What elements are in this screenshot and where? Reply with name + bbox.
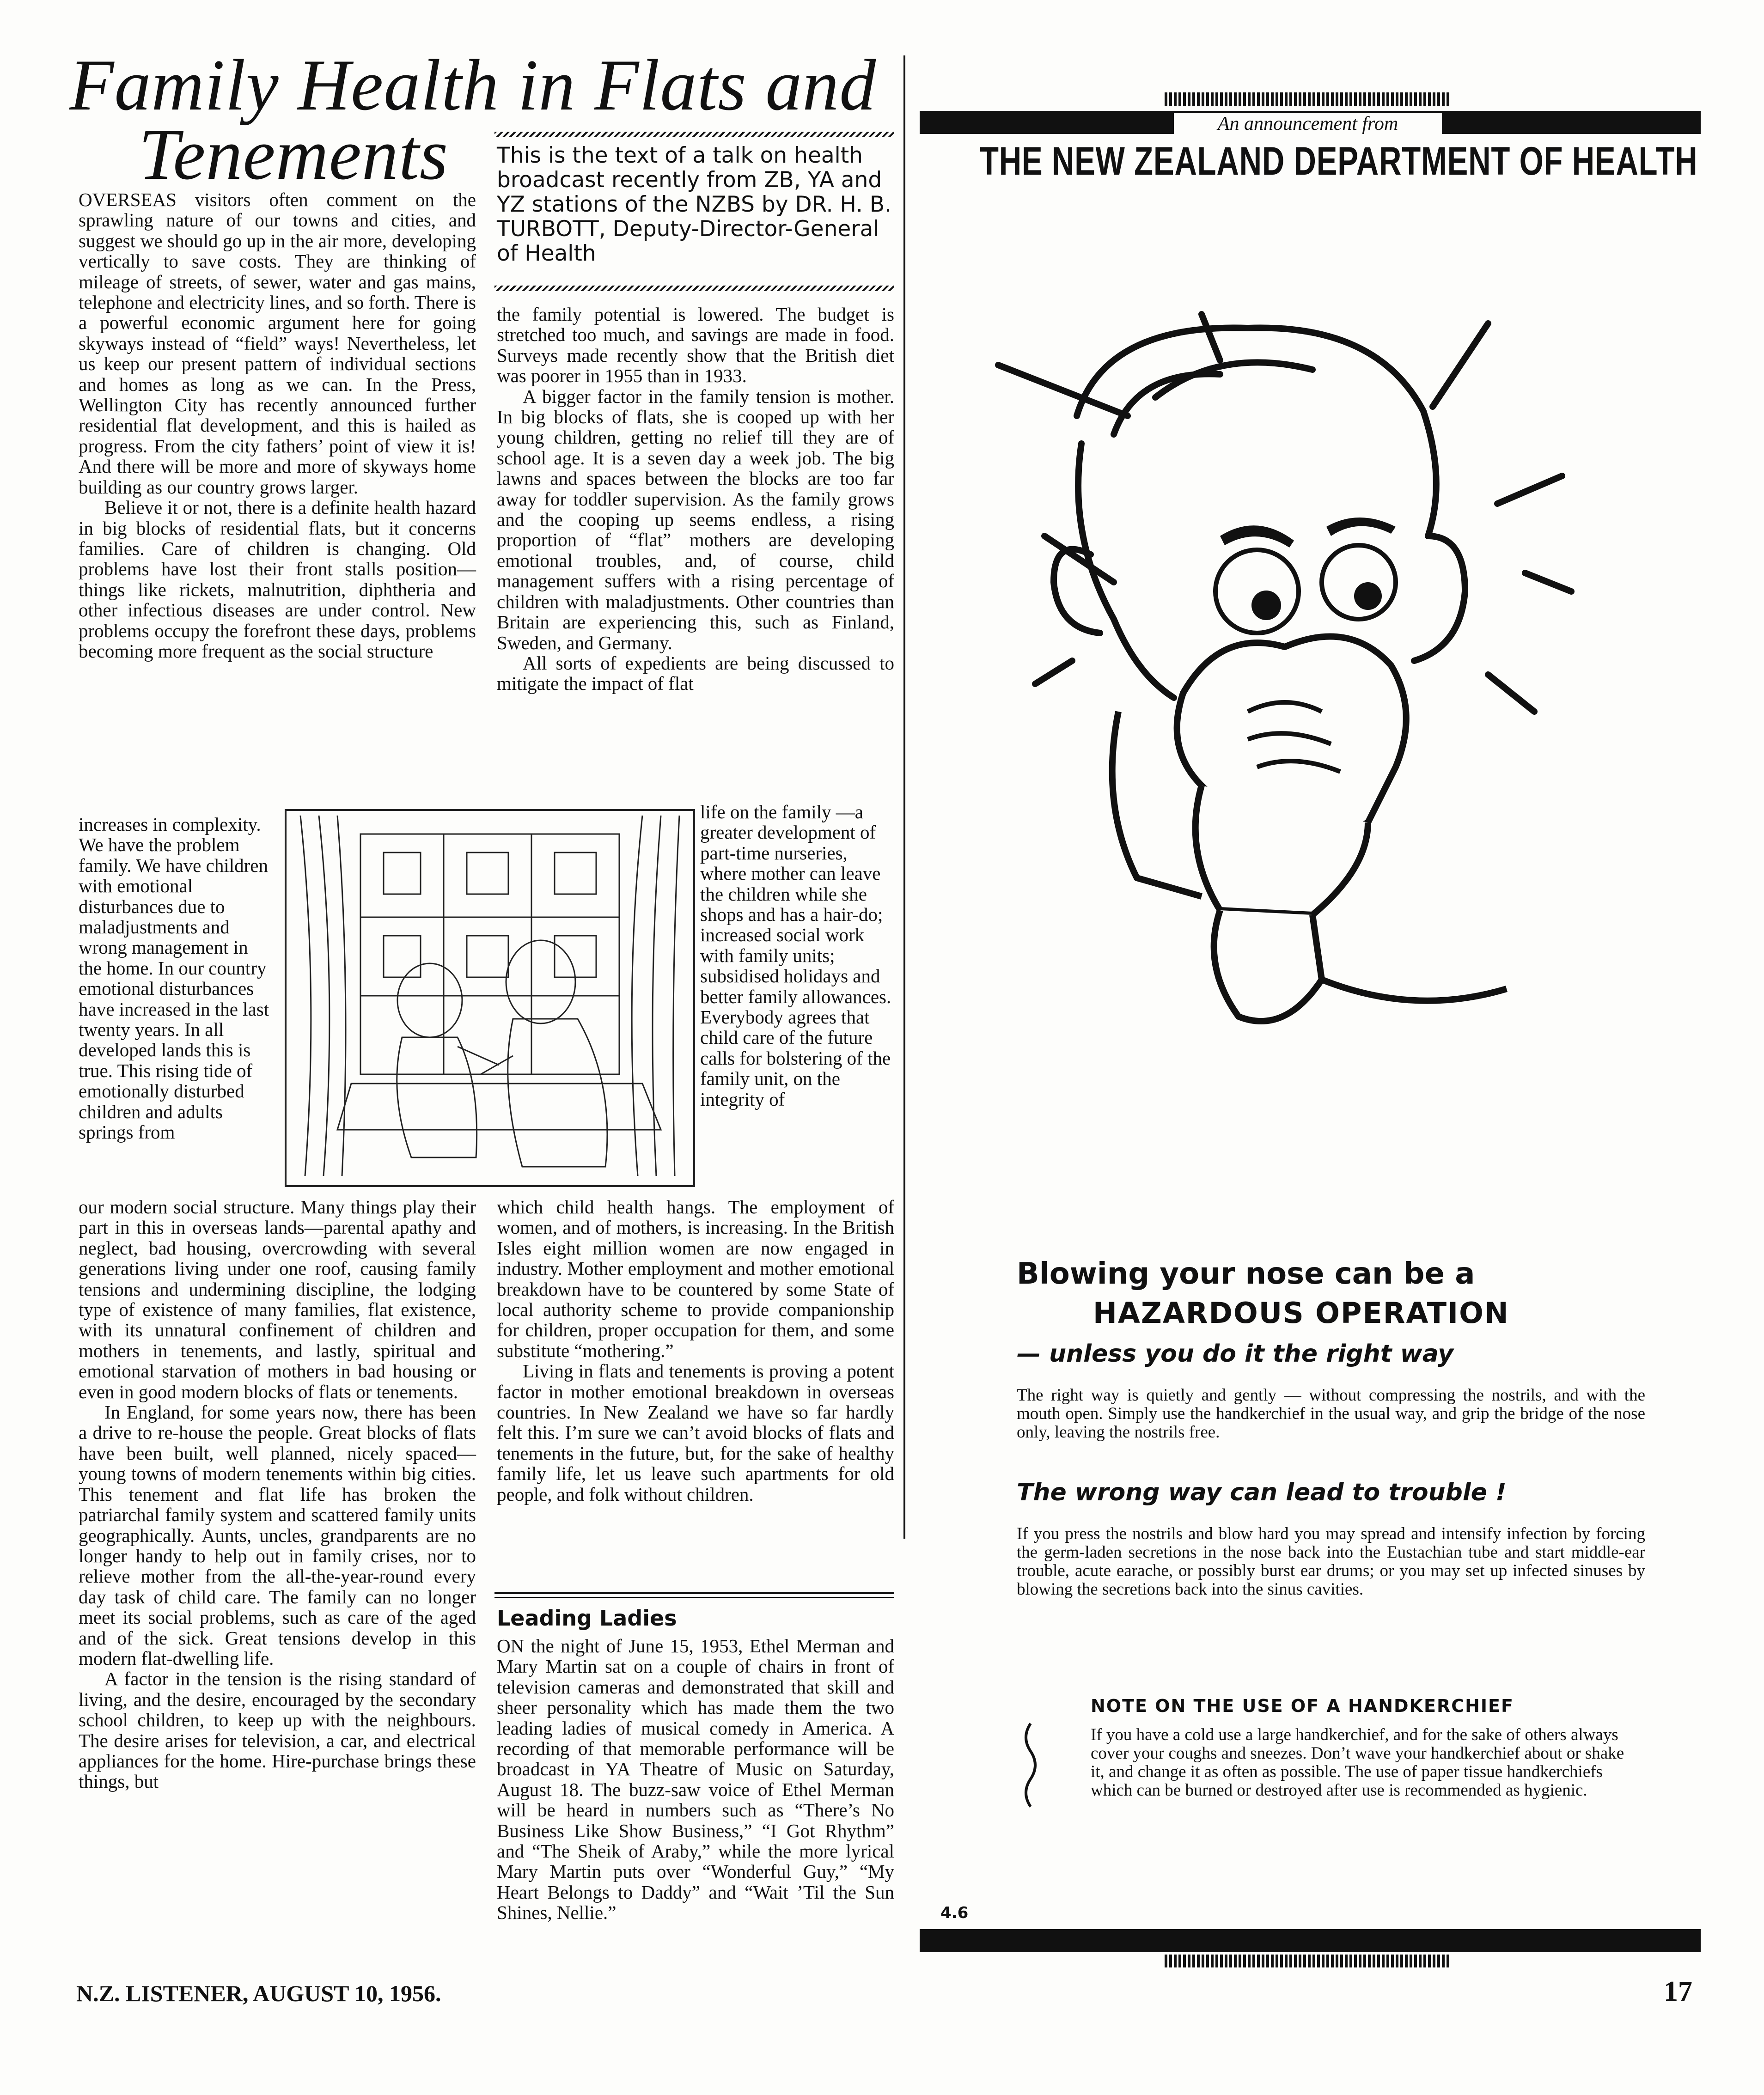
column-2-top — [497, 304, 894, 694]
ad-note-text: If you have a cold use a large handkerchief, and for the sake of others always cover your coughs and sneezes. Don’t wave your handkerchief about or shake it, and change it as often as possible. The use of paper tissue handkerchiefs which can be burned or destroyed after use is recommended as hygienic. — [1091, 1725, 1624, 1800]
leading-ladies-rule — [494, 1592, 894, 1594]
intro-rule-bottom — [494, 286, 894, 291]
headline-line-2: Tenements — [139, 114, 449, 195]
page-number: 17 — [1664, 1976, 1692, 2007]
ad-right-way-text: The right way is quietly and gently — without compressing the nostrils, and with the mouth open. Simply use the handkerchief in the usual way, and grip the bridge of the nose only, leaving the nostrils free. — [1017, 1386, 1645, 1442]
ad-wrong-way-title: The wrong way can lead to trouble ! — [1017, 1479, 1507, 1506]
column-1-bottom — [79, 1197, 476, 1792]
paragraph: All sorts of expedients are being discussed to mitigate the impact of flat — [497, 652, 894, 694]
ad-department-title: THE NEW ZEALAND DEPARTMENT OF HEALTH — [980, 139, 1698, 183]
paragraph: increases in complexity. We have the problem family. We have children with emotional disturbances due to maladjustments and wrong management in the home. In our country emotional disturbances have increased in the last twenty years. In all developed lands this is true. This rising tide of emotionally disturbed children and adults springs from — [79, 814, 269, 1143]
leading-ladies-body — [497, 1636, 894, 1923]
paragraph: life on the family —a greater development of part-time nurseries, where mother can leave the children while she shops and has a hair-do; increased social work with family units; subsidised holidays and better family allowances. Everybody agrees that child care of the future calls for bolstering of the family unit, on the integrity of — [700, 801, 891, 1110]
headline-line-1: Family Health in Flats and — [69, 45, 877, 126]
ad-banner-stripes — [1165, 92, 1451, 106]
leading-ladies-title: Leading Ladies — [497, 1606, 677, 1631]
ad-headline-2: HAZARDOUS OPERATION — [1093, 1296, 1509, 1330]
ad-code: 4.6 — [940, 1904, 969, 1922]
column-divider — [903, 55, 905, 1539]
intro-text: This is the text of a talk on health broadcast recently from ZB, YA and YZ stations of the NZBS by DR. H. B. TURBOTT, Deputy-Director-General of Health — [497, 143, 892, 266]
paragraph: Believe it or not, there is a definite health hazard in big blocks of residential flats, but it concerns families. Care of children is changing. Old problems have lost their front stalls position—things like rickets, malnutrition, diphtheria and other infectious diseases are under control. New problems occupy the forefront these days, problems becoming more frequent as the social structure — [79, 497, 476, 662]
paragraph: Living in flats and tenements is proving a potent factor in mother emotional breakdown in overseas countries. In New Zealand we have so far hardly felt this. I’m sure we can’t avoid blocks of flats and tenements in the future, but, for the sake of healthy family life, let us leave such apartments for old people, and folk without children. — [497, 1360, 894, 1505]
ad-headline-1: Blowing your nose can be a — [1017, 1257, 1475, 1291]
ad-bottom-bar — [920, 1929, 1701, 1952]
intro-rule-top — [494, 132, 894, 137]
paragraph: our modern social structure. Many things play their part in this in overseas lands—parental apathy and neglect, bad housing, overcrowding with several generations living under one roof, causing family tensions and undermining discipline, the lodging type of existence of many families, flat existence, with its unnatural confinement of children and mothers in tenements, and lastly, spiritual and emotional starvation of mothers in bad housing or even in good modern blocks of flats or tenements. — [79, 1196, 476, 1402]
paragraph: ON the night of June 15, 1953, Ethel Merman and Mary Martin sat on a couple of chairs in front of television cameras and demonstrated that skill and sheer personality which has made them the two leading ladies of musical comedy in America. A recording of that memorable performance will be broadcast in YA Theatre of Music on Saturday, August 18. The buzz-saw voice of Ethel Merman will be heard in numbers such as “There’s No Business Like Show Business,” “I Got Rhythm” and “The Sheik of Araby,” while the more lyrical Mary Martin puts over “Wonderful Guy,” “My Heart Belongs to Daddy” and “Wait ’Til the Sun Shines, Nellie.” — [497, 1635, 894, 1924]
squiggle-ornament-icon — [1019, 1719, 1042, 1811]
masthead-date: N.Z. LISTENER, AUGUST 10, 1956. — [76, 1980, 441, 2006]
ad-note-title: NOTE ON THE USE OF A HANDKERCHIEF — [1091, 1696, 1514, 1716]
ad-bottom-stripes — [1165, 1955, 1451, 1967]
column-1-top — [79, 189, 476, 661]
paragraph: In England, for some years now, there has been a drive to re-house the people. Great blocks of flats have been built, well planned, nicely spaced—young towns of modern tenements within big cities. This tenement and flat life has broken the patriarchal family system and scattered family units geographically. Aunts, uncles, grandparents are no longer handy to help out in family crises, nor to relieve mother from the all-the-year-round every day task of child care. The family can no longer meet its social problems, such as care of the aged and of the sick. Great tensions develop in this modern flat-dwelling life. — [79, 1401, 476, 1669]
ad-headline-3: — unless you do it the right way — [1017, 1340, 1454, 1368]
paragraph: which child health hangs. The employment of women, and of mothers, is increasing. In the British Isles eight million women are now engaged in industry. Mother employment and mother emotional breakdown have to be countered by some State of local authority scheme to provide companionship for children, proper occupation for them, and some substitute “mothering.” — [497, 1196, 894, 1361]
column-2-narrow — [700, 802, 894, 1109]
paragraph: OVERSEAS visitors often comment on the sprawling nature of our towns and cities, and suggest we should go up in the air more, developing vertically to save costs. They are thinking of mileage of streets, of sewer, water and gas mains, telephone and electricity lines, and so forth. There is a powerful economic argument here for going skyways instead of “field” ways! Nevertheless, let us keep our present pattern of individual sections and homes as long as we can. In the Press, Wellington City has recently announced further residential flat development, and this is hailed as progress. From the city fathers’ point of view it is! And there will be more and more of skyways home building as our country grows larger. — [79, 189, 476, 498]
column-1-narrow — [79, 814, 273, 1143]
leading-ladies-rule-thin — [494, 1597, 894, 1598]
flat-window-illustration — [282, 806, 698, 1190]
man-blowing-nose-illustration — [961, 296, 1594, 1174]
ad-wrong-way-text: If you press the nostrils and blow hard you may spread and intensify infection by forcing the germ-laden secretions in the nose back into the Eustachian tube and start middle-ear trouble, acute earache, or possibly burst ear drums; or you may set up infected sinuses by blowing the secretions back into the sinus cavities. — [1017, 1524, 1645, 1599]
ad-banner-text: An announcement from — [1174, 113, 1442, 135]
paragraph: the family potential is lowered. The budget is stretched too much, and savings are made in food. Surveys made recently show that the British diet was poorer in 1955 than in 1933. — [497, 304, 894, 387]
paragraph: A factor in the tension is the rising standard of living, and the desire, encouraged by the secondary school children, to keep up with the neighbours. The desire arises for television, a car, and electrical appliances for the home. Hire-purchase brings these things, but — [79, 1668, 476, 1792]
paragraph: A bigger factor in the family tension is mother. In big blocks of flats, she is cooped up with her young children, getting no relief till they are of school age. It is a seven day a week job. The big lawns and spaces between the blocks are too far away for toddler supervision. As the family grows and the cooping up seems endless, a rising proportion of “flat” mothers are developing emotional troubles, and, of course, child management suffers with a rising percentage of children with maladjustments. Other countries than Britain are experiencing this, such as Finland, Sweden, and Germany. — [497, 385, 894, 653]
column-2-bottom — [497, 1197, 894, 1504]
